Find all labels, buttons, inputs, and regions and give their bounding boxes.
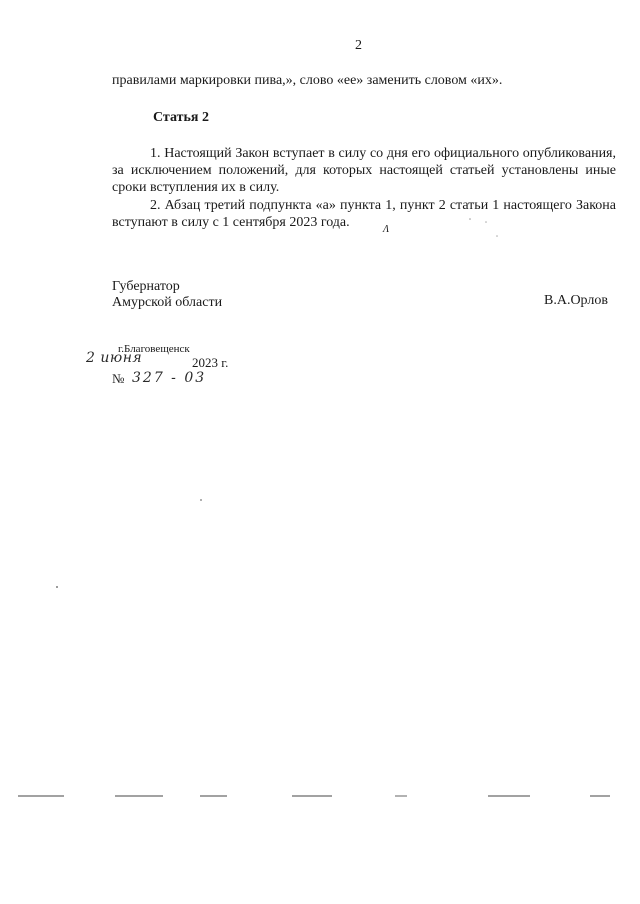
place-of-signing: г.Благовещенск <box>118 343 190 355</box>
intro-line: правилами маркировки пива,», слово «ее» заменить словом «их». <box>112 73 503 88</box>
handwritten-number: 327 - 03 <box>132 370 207 386</box>
signing-year: 2023 г. <box>192 355 229 370</box>
paragraph-1: 1. Настоящий Закон вступает в силу со дня его официального опубликования, за исключением положений, для которых настоящей статьей установлены иные сроки вступления их в силу. <box>112 146 616 195</box>
number-prefix: № <box>112 371 125 386</box>
page-number: 2 <box>355 38 362 53</box>
signatory-name: В.А.Орлов <box>544 293 608 308</box>
paragraph-2: 2. Абзац третий подпункта «а» пункта 1, пункт 2 статьи 1 настоящего Закона вступают в силу с 1 сентября 2023 года. <box>112 198 616 230</box>
margin-mark: Λ <box>383 224 390 235</box>
signatory-title-line1: Губернатор <box>112 279 180 294</box>
handwritten-date: 2 июня <box>86 350 143 366</box>
signatory-title-line2: Амурской области <box>112 295 223 310</box>
article-title: Статья 2 <box>153 110 209 125</box>
